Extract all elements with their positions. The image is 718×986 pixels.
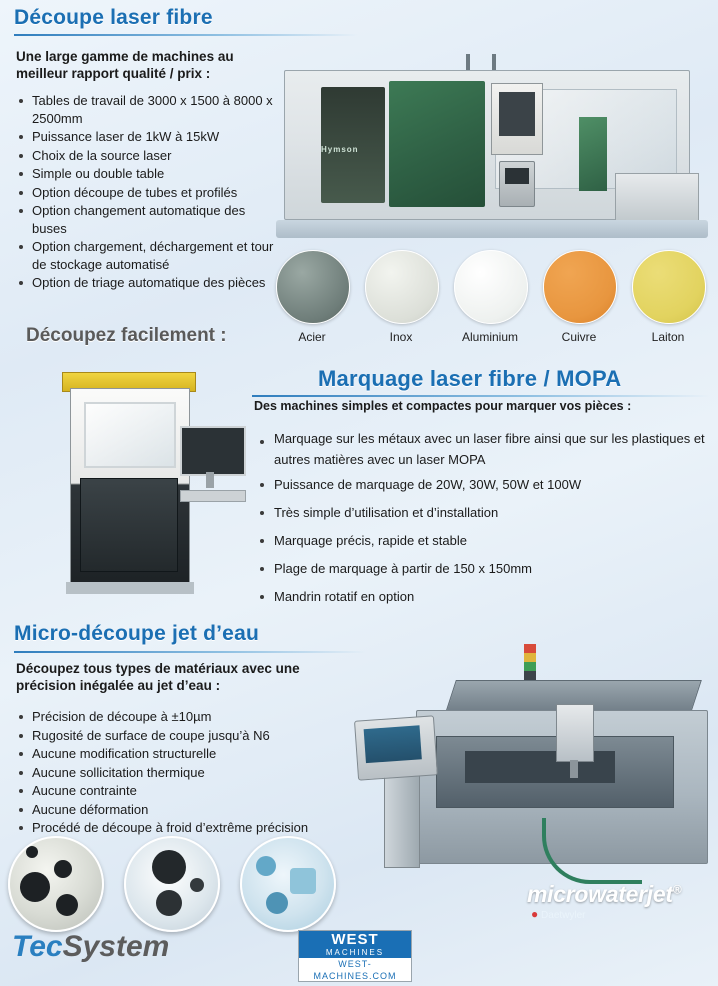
list-item: Option de triage automatique des pièces <box>16 274 274 292</box>
list-item: Tables de travail de 3000 x 1500 à 8000 x 2500mm <box>16 92 274 127</box>
list-item: Aucune contrainte <box>16 782 362 800</box>
sample-shape <box>190 878 204 892</box>
list-item: Aucune modification structurelle <box>16 745 362 763</box>
sample-shape <box>152 850 186 884</box>
machine-brand-label: Hymson <box>321 145 359 154</box>
marquage-feature-list <box>252 428 708 611</box>
waterjet-hose <box>542 818 642 884</box>
marking-machine-window <box>84 402 176 468</box>
sample-shape <box>266 892 288 914</box>
list-item: Marquage sur les métaux avec un laser fibre ainsi que sur les plastiques et autres matières avec un laser MOPA <box>252 428 708 470</box>
machine-exit-rail <box>615 173 699 225</box>
section-divider-marquage <box>252 395 710 397</box>
material-swatch <box>365 250 439 324</box>
list-item: Procédé de découpe à froid d’extrême précision <box>16 819 362 837</box>
material-laiton <box>632 250 704 344</box>
brand-part-water: water <box>588 881 647 907</box>
tower-light-red <box>524 644 536 653</box>
list-item: Mandrin rotatif en option <box>252 583 708 610</box>
material-aluminium <box>454 250 526 344</box>
material-inox <box>365 250 437 344</box>
machine-control-terminal <box>499 161 535 207</box>
west-logo-line2: MACHINES <box>299 948 411 958</box>
section-title-laser-fibre: Découpe laser fibre <box>14 6 213 29</box>
sample-shape <box>156 890 182 916</box>
list-item: Aucune déformation <box>16 801 362 819</box>
tagline-decoupez-facilement: Découpez facilement : <box>26 325 227 346</box>
waterjet-brand <box>527 881 681 908</box>
company-logo-prefix: Tec <box>12 930 63 963</box>
list-item: Précision de découpe à ±10µm <box>16 708 362 726</box>
sample-shape <box>56 894 78 916</box>
signal-tower-icon <box>524 644 536 684</box>
section-divider-laser-fibre <box>14 34 358 36</box>
brand-sub-label: Daetwyler <box>541 910 586 921</box>
list-item: Option découpe de tubes et profilés <box>16 184 274 202</box>
company-logo <box>12 930 169 964</box>
material-label: Aluminium <box>461 330 518 344</box>
section-title-microdecoupe: Micro-découpe jet d’eau <box>14 622 259 645</box>
machine-green-panel <box>389 81 485 207</box>
section-lead-microdecoupe: Découpez tous types de matériaux avec une précision inégalée au jet d’eau : <box>16 661 300 693</box>
brand-registered-mark: ® <box>672 882 682 897</box>
brand-part-jet: jet <box>646 881 673 907</box>
machine-access-panel <box>491 83 543 155</box>
list-item: Très simple d’utilisation et d’installation <box>252 499 708 526</box>
sample-disc-2 <box>124 836 220 932</box>
monitor-stand <box>206 472 214 488</box>
waterjet-machine-image <box>330 640 718 921</box>
sample-shape <box>26 846 38 858</box>
list-item: Rugosité de surface de coupe jusqu’à N6 <box>16 727 362 745</box>
material-label: Cuivre <box>561 330 597 344</box>
list-item: Option chargement, déchargement et tour de stockage automatisé <box>16 238 274 273</box>
west-logo-line1: WEST <box>299 931 411 948</box>
marking-machine-base <box>66 582 194 594</box>
tower-light-green <box>524 662 536 671</box>
material-acier <box>276 250 348 344</box>
west-logo-line3: WEST-MACHINES.COM <box>313 959 397 981</box>
list-item: Marquage précis, rapide et stable <box>252 527 708 554</box>
material-cuivre <box>543 250 615 344</box>
material-label: Acier <box>298 330 326 344</box>
microdecoupe-feature-list <box>16 708 362 838</box>
waterjet-side-column <box>384 770 420 868</box>
material-swatch <box>543 250 617 324</box>
brand-part-micro: micro <box>527 881 589 907</box>
list-item: Puissance laser de 1kW à 15kW <box>16 128 274 146</box>
west-machines-logo <box>298 930 412 982</box>
section-lead-marquage: Des machines simples et compactes pour marquer vos pièces : <box>254 399 632 413</box>
list-item: Option changement automatique des buses <box>16 202 274 237</box>
list-item: Plage de marquage à partir de 150 x 150mm <box>252 555 708 582</box>
marking-machine-keyboard <box>180 490 246 502</box>
material-label: Laiton <box>651 330 685 344</box>
marking-machine-monitor <box>180 426 246 476</box>
material-swatch <box>276 250 350 324</box>
section-divider-microdecoupe <box>14 651 366 653</box>
waterjet-nozzle <box>570 760 578 778</box>
list-item: Simple ou double table <box>16 165 274 183</box>
waterjet-tank <box>436 736 674 808</box>
brand-dot-icon: ● <box>531 907 539 921</box>
waterjet-control-screen <box>354 715 438 780</box>
laser-marking-machine-image <box>44 366 252 604</box>
sample-shape <box>54 860 72 878</box>
laser-fibre-feature-list <box>16 92 274 293</box>
machine-body <box>284 70 690 220</box>
machine-base <box>276 220 708 238</box>
tower-light-amber <box>524 653 536 662</box>
machine-access-window <box>499 92 535 136</box>
marking-machine-door <box>80 478 178 572</box>
list-item: Choix de la source laser <box>16 147 274 165</box>
waterjet-cutting-head <box>556 704 594 762</box>
list-item: Puissance de marquage de 20W, 30W, 50W et 100W <box>252 471 708 498</box>
company-logo-suffix: System <box>62 930 170 963</box>
material-swatch <box>632 250 706 324</box>
list-item: Aucune sollicitation thermique <box>16 764 362 782</box>
waterjet-brand-sub <box>531 907 586 921</box>
sample-disc-3 <box>240 836 336 932</box>
machine-green-panel-right <box>579 117 607 191</box>
sample-shape <box>20 872 50 902</box>
sample-parts-row <box>8 836 356 932</box>
section-title-marquage: Marquage laser fibre / MOPA <box>318 366 622 391</box>
sample-disc-1 <box>8 836 104 932</box>
laser-cutting-machine-image <box>276 44 708 244</box>
material-samples-row <box>276 250 708 352</box>
sample-shape <box>290 868 316 894</box>
section-lead-laser-fibre: Une large gamme de machines au meilleur rapport qualité / prix : <box>16 49 234 81</box>
material-swatch <box>454 250 528 324</box>
sample-shape <box>256 856 276 876</box>
material-label: Inox <box>389 330 413 344</box>
